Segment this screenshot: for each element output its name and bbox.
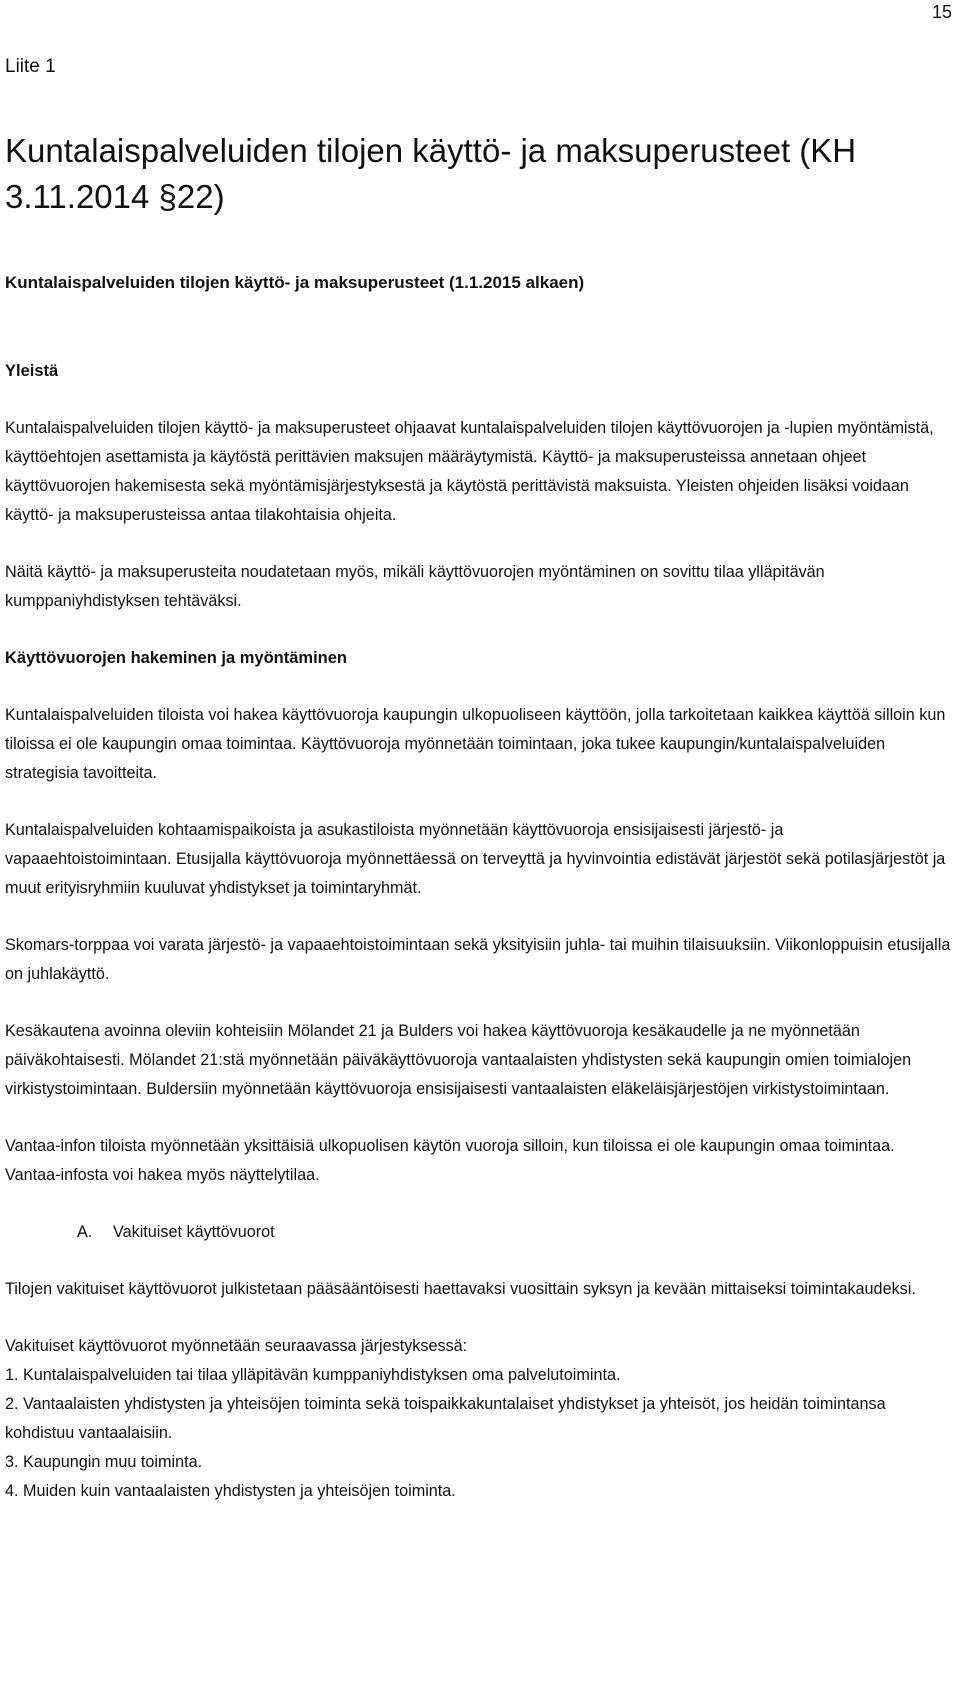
paragraph-general-1: Kuntalaispalveluiden tilojen käyttö- ja maksuperusteet ohjaavat kuntalaispalveluiden tilojen käyttövuorojen ja -lupien myöntämistä, käyttöehtojen asettamista ja käytöstä perittävien maksujen määräytymistä. Käyttö- ja maksuperusteissa annetaan ohjeet käyttövuorojen hakemisesta sekä myöntämisjärjestyksestä ja käytöstä perittävistä maksuista. Yleisten ohjeiden lisäksi voidaan käyttö- ja maksuperusteissa antaa tilakohtaisia ohjeita. — [5, 419, 934, 524]
paragraph-general-2: Näitä käyttö- ja maksuperusteita noudatetaan myös, mikäli käyttövuorojen myöntäminen on sovittu tilaa ylläpitävän kumppaniyhdistyksen tehtäväksi. — [5, 563, 825, 610]
heading-application: Käyttövuorojen hakeminen ja myöntäminen — [5, 649, 347, 667]
list-item: 4. Muiden kuin vantaalaisten yhdistysten ja yhteisöjen toiminta. — [5, 1482, 456, 1500]
paragraph-section-a-1: Tilojen vakituiset käyttövuorot julkistetaan pääsääntöisesti haettavaksi vuosittain syksyn ja kevään mittaiseksi toimintakaudeksi. — [5, 1280, 916, 1298]
appendix-label: Liite 1 — [5, 56, 56, 77]
section-a-title: Vakituiset käyttövuorot — [113, 1223, 275, 1241]
document-subtitle: Kuntalaispalveluiden tilojen käyttö- ja maksuperusteet (1.1.2015 alkaen) — [5, 273, 585, 292]
list-item: 2. Vantaalaisten yhdistysten ja yhteisöjen toiminta sekä toispaikkakuntalaiset yhdistykset ja yhteisöt, jos heidän toimintansa kohdistuu vantaalaisiin. — [5, 1395, 886, 1442]
page-number: 15 — [931, 2, 952, 22]
document-body — [5, 357, 953, 1506]
paragraph-application-3: Skomars-torppaa voi varata järjestö- ja vapaaehtoistoimintaan sekä yksityisiin juhla- tai muihin tilaisuuksiin. Viikonloppuisin etusijalla on juhlakäyttö. — [5, 936, 951, 983]
paragraph-application-5: Vantaa-infon tiloista myönnetään yksittäisiä ulkopuolisen käytön vuoroja silloin, kun tiloissa ei ole kaupungin omaa toimintaa. Vantaa-infosta voi hakea myös näyttelytilaa. — [5, 1137, 895, 1184]
list-intro: Vakituiset käyttövuorot myönnetään seuraavassa järjestyksessä: — [5, 1337, 468, 1355]
list-item: 3. Kaupungin muu toiminta. — [5, 1453, 203, 1471]
list-item: 1. Kuntalaispalveluiden tai tilaa ylläpitävän kumppaniyhdistyksen oma palvelutoiminta. — [5, 1366, 621, 1384]
paragraph-application-1: Kuntalaispalveluiden tiloista voi hakea käyttövuoroja kaupungin ulkopuoliseen käyttöön, jolla tarkoitetaan kaikkea käyttöä silloin kun tiloissa ei ole kaupungin omaa toimintaa. Käyttövuoroja myönnetään toimintaan, joka tukee kaupungin/kuntalaispalveluiden strategisia tavoitteita. — [5, 706, 946, 782]
page-title: Kuntalaispalveluiden tilojen käyttö- ja maksuperusteet (KH 3.11.2014 §22) — [5, 132, 857, 215]
heading-general: Yleistä — [5, 362, 59, 380]
section-a-heading — [77, 1218, 953, 1247]
section-a-letter: A. — [77, 1223, 93, 1241]
paragraph-application-2: Kuntalaispalveluiden kohtaamispaikoista ja asukastiloista myönnetään käyttövuoroja ensisijaisesti järjestö- ja vapaaehtoistoimintaan. Etusijalla käyttövuoroja myönnettäessä on terveyttä ja hyvinvointia edistävät järjestöt sekä potilasjärjestöt ja muut erityisryhmiin kuuluvat yhdistykset ja toimintaryhmät. — [5, 821, 946, 897]
paragraph-application-4: Kesäkautena avoinna oleviin kohteisiin Mölandet 21 ja Bulders voi hakea käyttövuoroja kesäkaudelle ja ne myönnetään päiväkohtaisesti. Mölandet 21:stä myönnetään päiväkäyttövuoroja vantaalaisten yhdistysten sekä kaupungin omien toimialojen virkistystoimintaan. Buldersiin myönnetään käyttövuoroja ensisijaisesti vantaalaisten eläkeläisjärjestöjen virkistystoimintaan. — [5, 1022, 912, 1098]
